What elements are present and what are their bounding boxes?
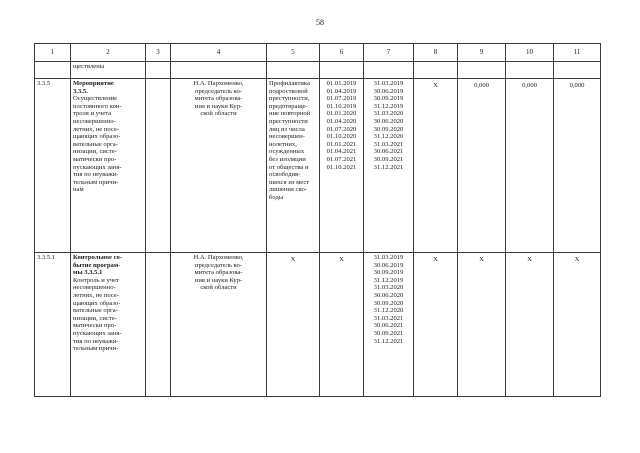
text-line: митета образова- [194, 95, 243, 103]
text-line: 31.03.2021 [373, 314, 404, 322]
control-event-description [73, 277, 143, 353]
text-line: пускающих заня- [73, 329, 122, 337]
text-line: Мероприятие [73, 80, 114, 87]
col-header-1: 1 [35, 44, 71, 62]
text-line: троля и учета [73, 110, 112, 118]
page-number: 58 [316, 18, 324, 27]
control-event-title [73, 254, 143, 277]
text-line: 31.03.2020 [373, 284, 404, 292]
col11-cell [554, 253, 601, 397]
col-header-6: 6 [320, 44, 364, 62]
text-line: 30.06.2020 [373, 117, 404, 125]
x-mark: X [433, 82, 438, 89]
text-line: несовершенно- [73, 117, 116, 125]
text-line: 01.01.2019 [326, 80, 357, 87]
text-line: тия по неуважи- [73, 171, 119, 179]
text-line: тия по неуважи- [73, 337, 119, 345]
col10-cell [506, 253, 554, 397]
text-line: 30.09.2020 [373, 299, 404, 307]
cont-cell-1 [35, 62, 71, 79]
text-line: 01.01.2020 [326, 110, 357, 118]
continuation-row [35, 62, 601, 79]
text-line: 01.07.2020 [326, 125, 357, 133]
text-line: 01.10.2019 [326, 102, 357, 110]
x-mark: X [527, 256, 532, 263]
text-line: 31.03.2021 [373, 140, 404, 148]
executor-cell [171, 253, 267, 397]
empty-cell-3 [146, 253, 171, 397]
x-mark: X [290, 256, 296, 263]
text-line: Осуществление [73, 95, 118, 103]
text-line: ской области [200, 284, 237, 292]
table-row-3-3-5-1 [35, 253, 601, 397]
text-line: низации, систе- [73, 314, 117, 322]
text-line: бытие програм- [73, 261, 121, 269]
text-line: тельным причи- [73, 178, 119, 186]
text-line: Профилактика [269, 80, 310, 87]
text-line: председатель ко- [194, 87, 243, 95]
col-header-10: 10 [506, 44, 554, 62]
x-mark: X [433, 256, 438, 263]
text-line: председатель ко- [194, 261, 243, 269]
text-line: 30.09.2019 [373, 95, 404, 103]
start-dates-cell [320, 79, 364, 253]
text-line: митета образова- [194, 269, 243, 277]
text-line: несовершенно- [73, 284, 116, 292]
program-table [34, 43, 601, 397]
text-line: 01.01.2021 [326, 140, 357, 148]
empty-cell-3 [146, 79, 171, 253]
text-line: щающих образо- [73, 133, 121, 141]
text-line: 31.12.2019 [373, 102, 404, 110]
header-row [35, 44, 601, 62]
text-line: 31.12.2020 [373, 307, 404, 315]
measure-title [73, 80, 143, 95]
text-line: Н.А. Пархоменко, [193, 80, 244, 87]
text-line: Н.А. Пархоменко, [193, 254, 244, 261]
text-line: преступности [269, 117, 308, 125]
col-header-5: 5 [267, 44, 320, 62]
row-code: 3.3.5.1 [35, 253, 71, 397]
text-line: ния и науки Кур- [194, 276, 243, 284]
end-dates-cell [364, 79, 414, 253]
cont-cell-10 [506, 62, 554, 79]
text-line: 01.10.2020 [326, 133, 357, 141]
text-line: 31.12.2020 [373, 133, 404, 141]
text-line: тельным причи- [73, 345, 119, 353]
text-line: преступности, [269, 95, 310, 103]
col-header-2: 2 [71, 44, 146, 62]
text-line: от общества и [269, 163, 309, 171]
text-line: 30.09.2021 [373, 329, 404, 337]
text-line: 30.06.2021 [373, 148, 404, 156]
cont-cell-7 [364, 62, 414, 79]
text-line: ской области [200, 110, 237, 118]
row-code: 3.3.5 [35, 79, 71, 253]
text-line: 30.06.2020 [373, 291, 404, 299]
text-line: 31.12.2021 [373, 337, 404, 345]
text-line: мы 3.3.5.1 [73, 269, 103, 277]
text-line: щающих образо- [73, 299, 121, 307]
text-line: 01.07.2021 [326, 155, 357, 163]
text-line: 31.03.2020 [373, 110, 404, 118]
text-line: низации, систе- [73, 148, 117, 156]
x-mark: X [479, 256, 484, 263]
text-line: вательные орга- [73, 307, 118, 315]
col10-cell [506, 79, 554, 253]
cont-cell-5 [267, 62, 320, 79]
expected-result-cell [267, 79, 320, 253]
measure-cell [71, 79, 146, 253]
text-line: матически про- [73, 322, 117, 330]
text-line: 31.03.2019 [373, 254, 404, 261]
col8-cell [414, 79, 458, 253]
text-line: 30.09.2019 [373, 269, 404, 277]
col-header-4: 4 [171, 44, 267, 62]
text-line: лишения сво- [269, 186, 308, 194]
cont-cell-6 [320, 62, 364, 79]
text-line: боды [269, 193, 284, 201]
continuation-text: ществлены [71, 62, 146, 79]
cont-cell-11 [554, 62, 601, 79]
text-line: нолетних, [269, 140, 297, 148]
text-line: 30.09.2021 [373, 155, 404, 163]
executor-cell [171, 79, 267, 253]
col8-cell [414, 253, 458, 397]
control-event-cell [71, 253, 146, 397]
text-line: 01.07.2019 [326, 95, 357, 103]
text-line: 01.10.2021 [326, 163, 357, 171]
amount-value: 0,000 [522, 82, 537, 89]
cont-cell-4 [171, 62, 267, 79]
text-line: предотвраще- [269, 102, 308, 110]
text-line: 01.04.2019 [326, 87, 357, 95]
x-mark: X [339, 256, 344, 263]
col9-cell [458, 79, 506, 253]
text-line: пускающих заня- [73, 163, 122, 171]
table-row-3-3-5 [35, 79, 601, 253]
text-line: осужденных [269, 148, 305, 156]
x-mark: X [574, 256, 580, 263]
col-header-8: 8 [414, 44, 458, 62]
text-line: несовершен- [269, 133, 305, 141]
col11-cell [554, 79, 601, 253]
text-line: 01.04.2020 [326, 117, 357, 125]
text-line: летних, не посе- [73, 291, 119, 299]
text-line: освободив- [269, 171, 301, 179]
text-line: постоянного кон- [73, 102, 122, 110]
text-line: 30.09.2020 [373, 125, 404, 133]
text-line: Контрольное со- [73, 254, 123, 261]
col-header-3: 3 [146, 44, 171, 62]
text-line: 30.06.2019 [373, 261, 404, 269]
text-line: 31.12.2019 [373, 276, 404, 284]
amount-value: 0,000 [474, 82, 489, 89]
control-dates-cell [364, 253, 414, 397]
text-line: подростковой [269, 87, 308, 95]
text-line: лиц из числа [269, 125, 305, 133]
text-line: ния и науки Кур- [194, 102, 243, 110]
text-line: 31.03.2019 [373, 80, 404, 87]
col6-cell [320, 253, 364, 397]
text-line: матически про- [73, 155, 117, 163]
text-line: 31.12.2021 [373, 163, 404, 171]
amount-value: 0,000 [569, 82, 585, 89]
text-line: 3.3.5. [73, 87, 88, 95]
text-line: летних, не посе- [73, 125, 119, 133]
col9-cell [458, 253, 506, 397]
text-line: ние повторной [269, 110, 311, 118]
cont-cell-3 [146, 62, 171, 79]
measure-description [73, 95, 143, 194]
text-line: 01.04.2021 [326, 148, 357, 156]
cont-cell-8 [414, 62, 458, 79]
text-line: шихся из мест [269, 178, 310, 186]
text-line: вательные орга- [73, 140, 118, 148]
text-line: 30.06.2021 [373, 322, 404, 330]
col5-cell [267, 253, 320, 397]
col-header-9: 9 [458, 44, 506, 62]
cont-cell-9 [458, 62, 506, 79]
text-line: нам [73, 186, 84, 194]
text-line: 30.06.2019 [373, 87, 404, 95]
col-header-11: 11 [554, 44, 601, 62]
text-line: без изоляции [269, 155, 306, 163]
col-header-7: 7 [364, 44, 414, 62]
text-line: Контроль и учет [73, 276, 119, 284]
